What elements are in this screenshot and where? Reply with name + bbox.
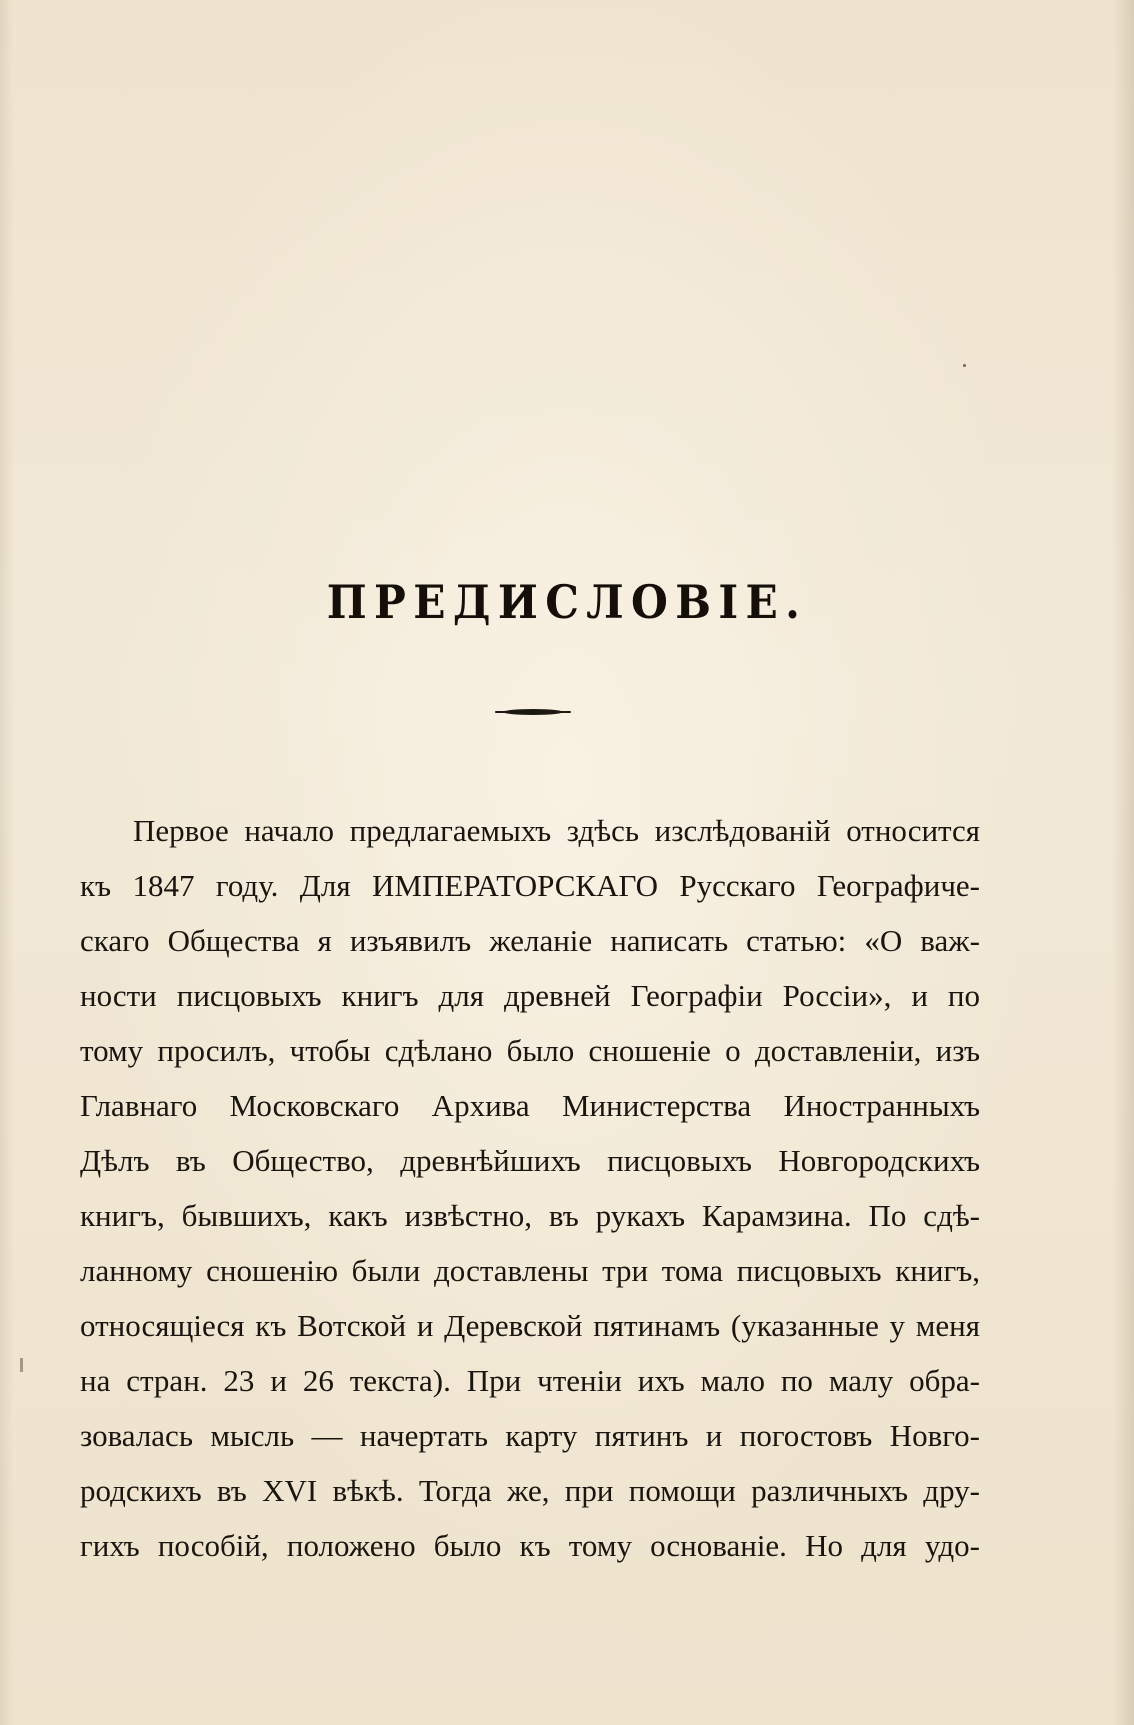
text-line: на стран. 23 и 26 текста). При чтеніи ихъ мало по малу обра- [80, 1363, 980, 1398]
text-line: Главнаго Московскаго Архива Министерства Иностранныхъ [80, 1088, 980, 1123]
text-line: къ 1847 году. Для ИМПЕРАТОРСКАГО Русскаго Географиче- [80, 868, 980, 903]
text-line: зовалась мысль — начертать карту пятинъ и погостовъ Новго- [80, 1418, 980, 1453]
text-line: родскихъ въ XVI вѣкѣ. Тогда же, при помощи различныхъ дру- [80, 1473, 980, 1508]
body-paragraph [80, 803, 980, 1573]
text-line: гихъ пособій, положено было къ тому основаніе. Но для удо- [80, 1528, 980, 1563]
text-line: книгъ, бывшихъ, какъ извѣстно, въ рукахъ Карамзина. По сдѣ- [80, 1198, 980, 1233]
text-line: тому просилъ, чтобы сдѣлано было сношеніе о доставленіи, изъ [80, 1033, 980, 1068]
page-right-edge-shadow [1112, 0, 1134, 1725]
text-line: относящіеся къ Вотской и Деревской пятинамъ (указанные у меня [80, 1308, 980, 1343]
paper-speck [963, 364, 966, 367]
title-divider-rule [503, 709, 563, 715]
chapter-title: ПРЕДИСЛОВІЕ. [326, 575, 808, 629]
margin-mark [20, 1358, 23, 1372]
text-line: Первое начало предлагаемыхъ здѣсь изслѣдованій относится [133, 813, 980, 848]
text-line: ности писцовыхъ книгъ для древней Географіи Россіи», и по [80, 978, 980, 1013]
page-left-edge-shadow [0, 0, 14, 1725]
text-line: скаго Общества я изъявилъ желаніе написать статью: «О важ- [80, 923, 980, 958]
text-line: Дѣлъ въ Общество, древнѣйшихъ писцовыхъ Новгородскихъ [80, 1143, 980, 1178]
text-line: ланному сношенію были доставлены три тома писцовыхъ книгъ, [80, 1253, 980, 1288]
